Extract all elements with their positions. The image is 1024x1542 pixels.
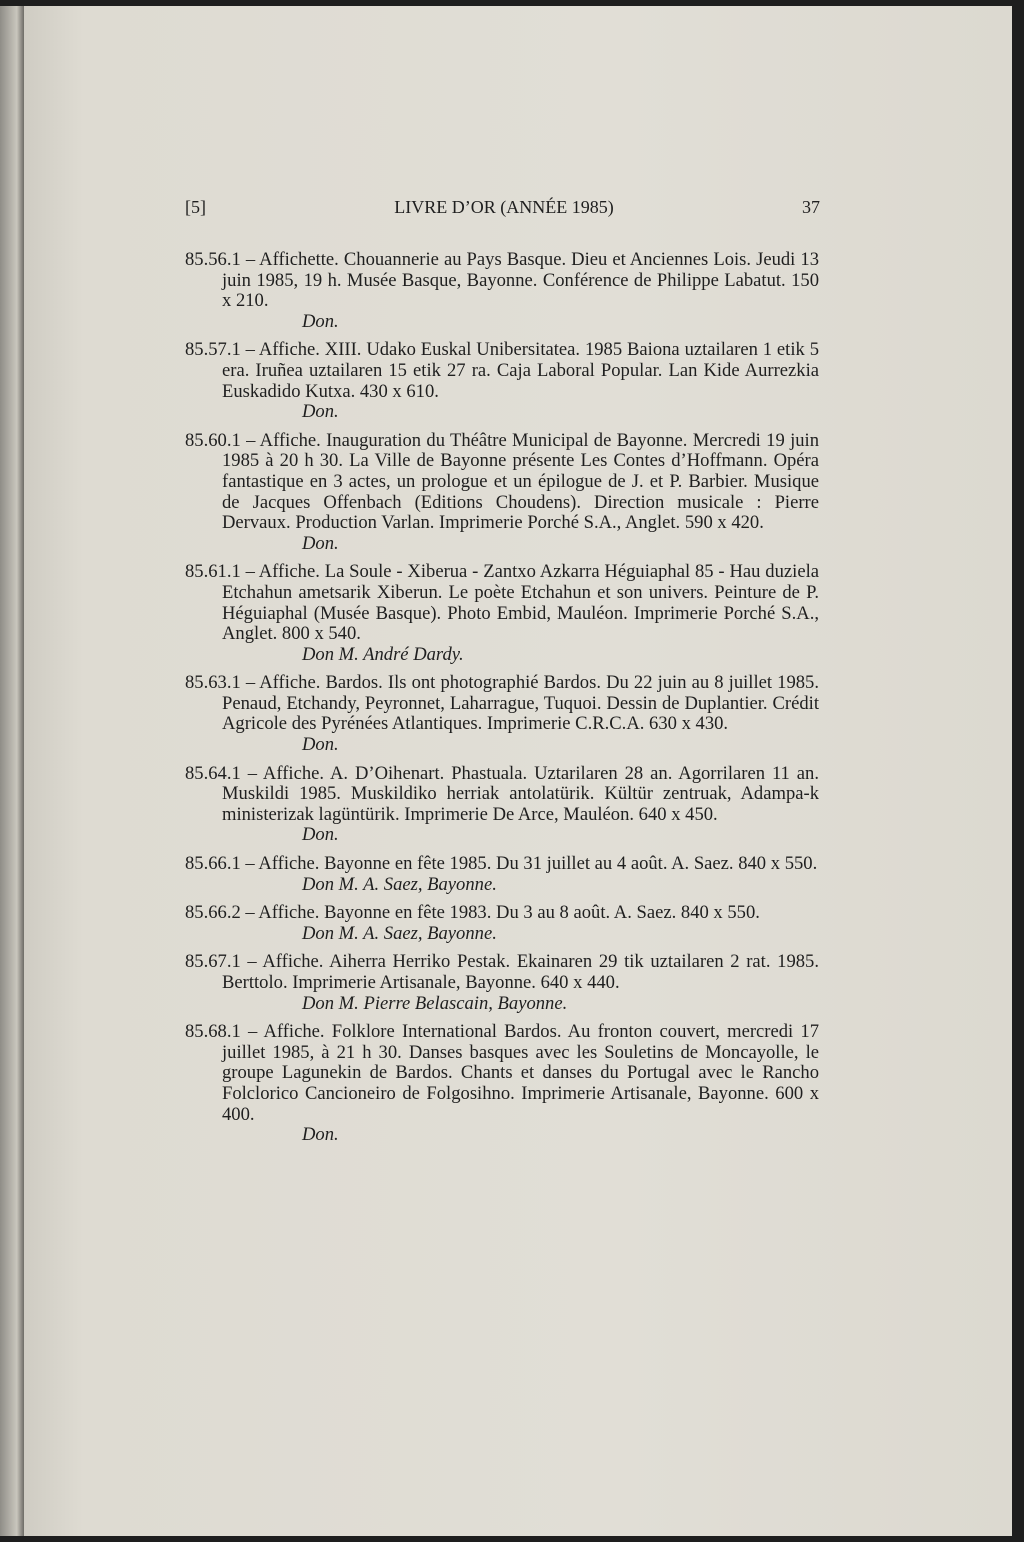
catalog-entry	[185, 854, 819, 895]
entry-text: 85.66.2 – Affiche. Bayonne en fête 1983. Du 3 au 8 août. A. Saez. 840 x 550.	[185, 902, 760, 924]
entry-donor: Don.	[302, 310, 339, 332]
entry-donor: Don M. André Dardy.	[302, 643, 464, 665]
catalog-entry	[185, 903, 819, 944]
entry-donor: Don.	[302, 532, 339, 554]
entry-donor: Don M. A. Saez, Bayonne.	[302, 873, 497, 895]
section-number: [5]	[185, 197, 206, 217]
catalog-entry	[185, 250, 819, 332]
catalog-entry	[185, 340, 819, 422]
entry-text: 85.56.1 – Affichette. Chouannerie au Pays Basque. Dieu et Anciennes Lois. Jeudi 13 juin 1985, 19 h. Musée Basque, Bayonne. Conférence de Philippe Labatut. 150 x 210.	[185, 249, 819, 312]
entry-donor: Don M. Pierre Belascain, Bayonne.	[302, 992, 568, 1014]
running-header	[185, 197, 820, 218]
entry-text: 85.64.1 – Affiche. A. D’Oihenart. Phastuala. Uztarilaren 28 an. Agorrilaren 11 an. Muskildi 1985. Muskildiko herriak antolatürik. Kültür zentruak, Adampa-k ministerizak lagüntürik. Imprimerie De Arce, Mauléon. 640 x 450.	[185, 762, 819, 825]
entry-donor: Don.	[302, 734, 339, 756]
catalog-entry	[185, 952, 819, 1014]
catalog-entry	[185, 673, 819, 755]
entry-donor: Don.	[302, 824, 339, 846]
entry-text: 85.61.1 – Affiche. La Soule - Xiberua - Zantxo Azkarra Héguiaphal 85 - Hau duziela Etchahun ametsarik Xiberun. Le poète Etchahun et son univers. Peinture de P. Héguiaphal (Musée Basque). Photo Embid, Mauléon. Imprimerie Porché S.A., Anglet. 800 x 540.	[185, 561, 819, 645]
entry-donor: Don M. A. Saez, Bayonne.	[302, 922, 497, 944]
entry-text: 85.63.1 – Affiche. Bardos. Ils ont photographié Bardos. Du 22 juin au 8 juillet 1985. Penaud, Etchandy, Peyronnet, Laharrague, Tuquoi. Dessin de Duplantier. Crédit Agricole des Pyrénées Atlantiques. Imprimerie C.R.C.A. 630 x 430.	[185, 672, 819, 735]
book-gutter	[0, 6, 24, 1536]
entry-donor: Don.	[302, 401, 339, 423]
entry-text: 85.67.1 – Affiche. Aiherra Herriko Pestak. Ekainaren 29 tik uztailaren 2 rat. 1985. Berttolo. Imprimerie Artisanale, Bayonne. 640 x 440.	[185, 951, 819, 993]
catalog-entry	[185, 431, 819, 555]
catalog-entry	[185, 764, 819, 846]
catalog-entry	[185, 1022, 819, 1146]
entry-text: 85.66.1 – Affiche. Bayonne en fête 1985. Du 31 juillet au 4 août. A. Saez. 840 x 550.	[185, 853, 818, 875]
catalog-entries	[185, 250, 819, 1154]
entry-text: 85.57.1 – Affiche. XIII. Udako Euskal Unibersitatea. 1985 Baiona uztailaren 1 etik 5 era. Iruñea uztailaren 15 etik 27 ra. Caja Laboral Popular. Lan Kide Aurrezkia Euskadido Kutxa. 430 x 610.	[185, 339, 819, 402]
entry-text: 85.68.1 – Affiche. Folklore International Bardos. Au fronton couvert, mercredi 17 juillet 1985, à 21 h 30. Danses basques avec les Souletins de Moncayolle, le groupe Lagunekin de Bardos. Chants et danses du Portugal avec le Rancho Folclorico Cancioneiro de Folgosihno. Imprimerie Artisanale, Bayonne. 600 x 400.	[185, 1021, 819, 1125]
entry-text: 85.60.1 – Affiche. Inauguration du Théâtre Municipal de Bayonne. Mercredi 19 juin 1985 à 20 h 30. La Ville de Bayonne présente Les Contes d’Hoffmann. Opéra fantastique en 3 actes, un prologue et un épilogue de J. et P. Barbier. Musique de Jacques Offenbach (Editions Choudens). Direction musicale : Pierre Dervaux. Production Varlan. Imprimerie Porché S.A., Anglet. 590 x 420.	[185, 429, 819, 534]
running-title: LIVRE D’OR (ANNÉE 1985)	[394, 197, 614, 217]
catalog-entry	[185, 562, 819, 665]
page-number: 37	[802, 197, 820, 217]
entry-donor: Don.	[302, 1124, 339, 1146]
